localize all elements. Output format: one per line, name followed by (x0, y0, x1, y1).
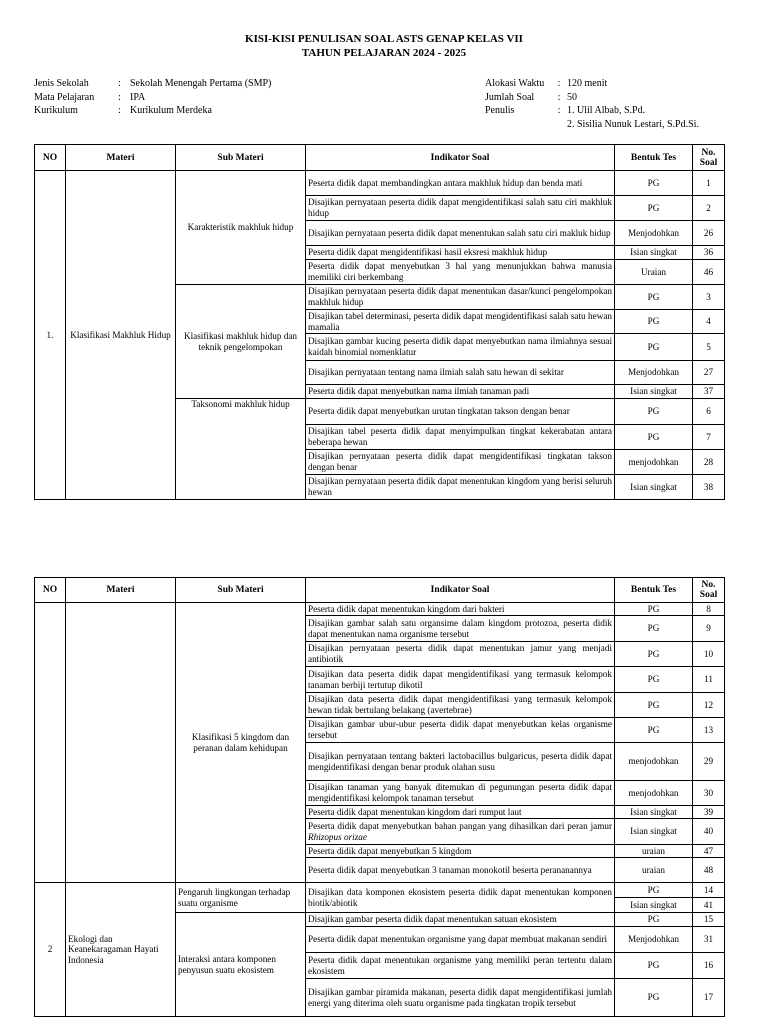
cell-bentuk-tes: Isian singkat (615, 475, 693, 500)
cell-no-soal: 15 (693, 913, 725, 927)
col-header-bentuk-tes: Bentuk Tes (615, 578, 693, 603)
cell-bentuk-tes: Menjodohkan (615, 927, 693, 953)
cell-sub-materi: Interaksi antara komponen penyusun suatu ekosistem (176, 913, 306, 1017)
cell-no-soal: 6 (693, 399, 725, 425)
cell-materi: Ekologi dan Keanekaragaman Hayati Indonesia (66, 883, 176, 1017)
cell-indikator: Disajikan pernyataan peserta didik dapat mengidentifikasi tingkatan takson dengan benar (306, 450, 615, 475)
col-header-no-soal: No. Soal (693, 145, 725, 171)
cell-indikator: Disajikan data peserta didik dapat mengidentifikasi yang termasuk kelompok tanaman berbiji tertutup dikotil (306, 667, 615, 693)
cell-indikator: Peserta didik dapat menentukan kingdom dari rumput laut (306, 806, 615, 819)
table-header-row (35, 578, 725, 603)
info-alokasi-waktu: Alokasi Waktu : 120 menit (485, 78, 608, 89)
col-header-indikator: Indikator Soal (306, 578, 615, 603)
cell-no-soal: 40 (693, 819, 725, 845)
info-jenis-sekolah: Jenis Sekolah : Sekolah Menengah Pertama (SMP) (34, 78, 272, 89)
cell-no-soal: 26 (693, 221, 725, 246)
cell-bentuk-tes: PG (615, 171, 693, 196)
cell-indikator: Peserta didik dapat menentukan kingdom dari bakteri (306, 603, 615, 616)
cell-bentuk-tes: PG (615, 399, 693, 425)
cell-materi (66, 603, 176, 883)
col-header-sub-materi: Sub Materi (176, 145, 306, 171)
cell-indikator: Peserta didik dapat membandingkan antara makhluk hidup dan benda mati (306, 171, 615, 196)
cell-indikator: Peserta didik dapat menentukan organisme yang memiliki peran tertentu dalam ekosistem (306, 953, 615, 979)
cell-indikator: Peserta didik dapat mengidentifikasi hasil eksresi makhluk hidup (306, 246, 615, 260)
cell-no-soal: 4 (693, 310, 725, 334)
cell-no-soal: 1 (693, 171, 725, 196)
cell-indikator: Peserta didik dapat menyebutkan urutan tingkatan takson dengan benar (306, 399, 615, 425)
cell-bentuk-tes: menjodohkan (615, 450, 693, 475)
cell-no-soal: 13 (693, 718, 725, 743)
cell-bentuk-tes: Menjodohkan (615, 221, 693, 246)
cell-indikator: Peserta didik dapat menyebutkan 5 kingdom (306, 845, 615, 858)
cell-bentuk-tes: Menjodohkan (615, 361, 693, 385)
col-header-materi: Materi (66, 145, 176, 171)
cell-bentuk-tes: PG (615, 616, 693, 642)
cell-no-soal: 37 (693, 385, 725, 399)
cell-bentuk-tes: Isian singkat (615, 385, 693, 399)
cell-indikator: Disajikan pernyataan peserta didik dapat menentukan salah satu ciri makluk hidup (306, 221, 615, 246)
cell-bentuk-tes: Isian singkat (615, 246, 693, 260)
cell-no-soal: 5 (693, 334, 725, 361)
col-header-bentuk-tes: Bentuk Tes (615, 145, 693, 171)
cell-sub-materi: Pengaruh lingkungan terhadap suatu organisme (176, 883, 306, 913)
cell-bentuk-tes: PG (615, 642, 693, 667)
info-jumlah-soal: Jumlah Soal : 50 (485, 91, 577, 103)
cell-bentuk-tes: menjodohkan (615, 743, 693, 781)
cell-sub-materi: Karakteristik makhluk hidup (176, 171, 306, 285)
cell-bentuk-tes: Isian singkat (615, 806, 693, 819)
info-right (485, 77, 699, 131)
cell-bentuk-tes: Uraian (615, 260, 693, 285)
cell-bentuk-tes: Isian singkat (615, 898, 693, 913)
cell-no-soal: 30 (693, 781, 725, 806)
cell-no-soal: 47 (693, 845, 725, 858)
col-header-sub-materi: Sub Materi (176, 578, 306, 603)
cell-no-soal: 29 (693, 743, 725, 781)
cell-bentuk-tes: PG (615, 310, 693, 334)
cell-bentuk-tes: PG (615, 285, 693, 310)
cell-indikator: Disajikan pernyataan peserta didik dapat mengidentifikasi salah satu ciri makhluk hidup (306, 196, 615, 221)
cell-no-soal: 12 (693, 693, 725, 718)
cell-no-soal: 16 (693, 953, 725, 979)
table-header-row (35, 145, 725, 171)
cell-indikator: Disajikan pernyataan tentang nama ilmiah salah satu hewan di sekitar (306, 361, 615, 385)
cell-no-soal: 2 (693, 196, 725, 221)
cell-indikator: Disajikan data komponen ekosistem peserta didik dapat menentukan komponen biotik/abiotik (306, 883, 615, 913)
cell-no-soal: 27 (693, 361, 725, 385)
cell-bentuk-tes: PG (615, 425, 693, 450)
cell-indikator: Peserta didik dapat menyebutkan nama ilmiah tanaman padi (306, 385, 615, 399)
cell-no: 2 (35, 883, 66, 1017)
cell-indikator: Disajikan pernyataan tentang bakteri lactobacillus bulgaricus, peserta didik dapat mengidentifikasi dengan benar produk olahan susu (306, 743, 615, 781)
info-penulis-2: 2. Sisilia Nunuk Lestari, S.Pd.Si. (567, 118, 699, 130)
cell-indikator: Disajikan pernyataan peserta didik dapat menentukan kingdom yang berisi seluruh hewan (306, 475, 615, 500)
document-subtitle: TAHUN PELAJARAN 2024 - 2025 (301, 47, 467, 59)
cell-no-soal: 28 (693, 450, 725, 475)
cell-indikator: Disajikan data peserta didik dapat mengidentifikasi yang termasuk kelompok hewan tidak bertulang belakang (avertebrae) (306, 693, 615, 718)
cell-no-soal: 14 (693, 883, 725, 898)
cell-bentuk-tes: PG (615, 334, 693, 361)
kisi-kisi-table-2 (34, 577, 725, 1017)
table-row (35, 603, 725, 616)
cell-no-soal: 36 (693, 246, 725, 260)
cell-bentuk-tes: Isian singkat (615, 819, 693, 845)
cell-sub-materi: Taksonomi makhluk hidup (176, 399, 306, 500)
cell-indikator: Disajikan gambar piramida makanan, peserta didik dapat mengidentifikasi jumlah energi yang diterima oleh suatu organisme pada tingkatan tropik tersebut (306, 979, 615, 1017)
cell-bentuk-tes: PG (615, 718, 693, 743)
cell-no-soal: 48 (693, 858, 725, 883)
cell-no-soal: 17 (693, 979, 725, 1017)
cell-indikator: Disajikan tabel determinasi, peserta didik dapat mengidentifikasi salah satu hewan mamalia (306, 310, 615, 334)
cell-no (35, 603, 66, 883)
cell-bentuk-tes: PG (615, 979, 693, 1017)
col-header-materi: Materi (66, 578, 176, 603)
cell-bentuk-tes: PG (615, 883, 693, 898)
cell-no-soal: 41 (693, 898, 725, 913)
cell-indikator: Disajikan pernyataan peserta didik dapat menentukan jamur yang menjadi antibiotik (306, 642, 615, 667)
col-header-indikator: Indikator Soal (306, 145, 615, 171)
document-title: KISI-KISI PENULISAN SOAL ASTS GENAP KELAS VII (245, 33, 523, 45)
table-row (35, 883, 725, 898)
cell-indikator: Peserta didik dapat menyebutkan 3 tanaman monokotil beserta perananannya (306, 858, 615, 883)
cell-no-soal: 38 (693, 475, 725, 500)
cell-bentuk-tes: PG (615, 953, 693, 979)
cell-no-soal: 10 (693, 642, 725, 667)
cell-bentuk-tes: PG (615, 603, 693, 616)
cell-bentuk-tes: PG (615, 693, 693, 718)
cell-bentuk-tes: menjodohkan (615, 781, 693, 806)
cell-no-soal: 3 (693, 285, 725, 310)
col-header-no-soal: No. Soal (693, 578, 725, 603)
cell-materi: Klasifikasi Makhluk Hidup (66, 171, 176, 500)
cell-no-soal: 9 (693, 616, 725, 642)
cell-indikator: Disajikan pernyataan peserta didik dapat menentukan dasar/kunci pengelompokan makhluk hidup (306, 285, 615, 310)
cell-indikator: Disajikan gambar salah satu organsime dalam kingdom protozoa, peserta didik dapat menentukan nama organisme tersebut (306, 616, 615, 642)
cell-no: 1. (35, 171, 66, 500)
cell-bentuk-tes: uraian (615, 845, 693, 858)
cell-no-soal: 7 (693, 425, 725, 450)
info-left (34, 77, 271, 118)
cell-indikator: Disajikan gambar peserta didik dapat menentukan satuan ekosistem (306, 913, 615, 927)
cell-indikator: Disajikan tanaman yang banyak ditemukan di pegunungan peserta didik dapat mengidentifikasi kelompok tanaman tersebut (306, 781, 615, 806)
cell-no-soal: 31 (693, 927, 725, 953)
cell-bentuk-tes: PG (615, 667, 693, 693)
cell-indikator: Peserta didik dapat menentukan organisme yang dapat membuat makanan sendiri (306, 927, 615, 953)
cell-sub-materi: Klasifikasi 5 kingdom dan peranan dalam kehidupan (176, 603, 306, 883)
col-header-no: NO (35, 578, 66, 603)
cell-no-soal: 11 (693, 667, 725, 693)
cell-no-soal: 39 (693, 806, 725, 819)
info-penulis: Penulis : 1. Ulil Albab, S.Pd. (485, 105, 646, 116)
cell-indikator: Peserta didik dapat menyebutkan 3 hal yang menunjukkan bahwa manusia memiliki ciri berkembang (306, 260, 615, 285)
cell-bentuk-tes: PG (615, 913, 693, 927)
cell-no-soal: 46 (693, 260, 725, 285)
kisi-kisi-table-1 (34, 144, 725, 500)
info-kurikulum: Kurikulum : Kurikulum Merdeka (34, 105, 212, 116)
col-header-no: NO (35, 145, 66, 171)
cell-indikator: Disajikan gambar ubur-ubur peserta didik dapat menyebutkan kelas organisme tersebut (306, 718, 615, 743)
table-row (35, 171, 725, 196)
info-mata-pelajaran: Mata Pelajaran : IPA (34, 91, 146, 103)
cell-bentuk-tes: PG (615, 196, 693, 221)
cell-indikator: Peserta didik dapat menyebutkan bahan pangan yang dihasilkan dari peran jamur Rhizopus orizae (306, 819, 615, 845)
cell-no-soal: 8 (693, 603, 725, 616)
cell-bentuk-tes: uraian (615, 858, 693, 883)
cell-indikator: Disajikan tabel peserta didik dapat menyimpulkan tingkat kekerabatan antara beberapa hewan (306, 425, 615, 450)
cell-sub-materi: Klasifikasi makhluk hidup dan teknik pengelompokan (176, 285, 306, 399)
cell-indikator: Disajikan gambar kucing peserta didik dapat menyebutkan nama ilmiahnya sesuai kaidah binomial nomenklatur (306, 334, 615, 361)
